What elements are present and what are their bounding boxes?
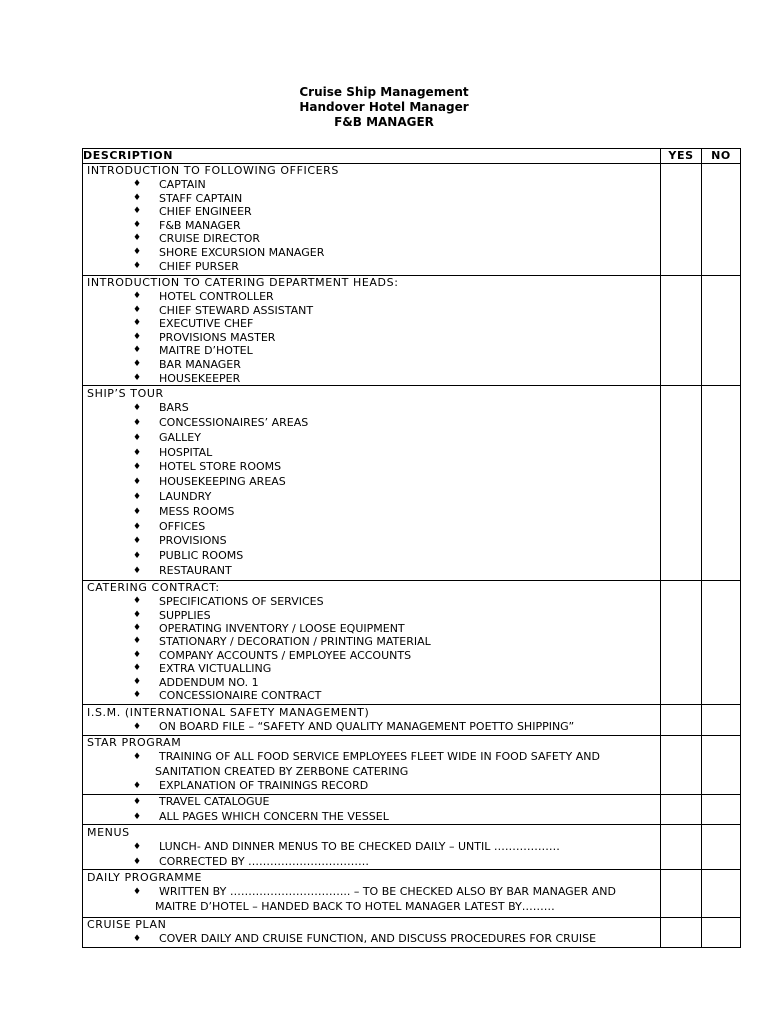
diamond-bullet-icon: ♦	[133, 842, 142, 853]
checklist-item	[83, 344, 660, 358]
checklist-item	[83, 840, 660, 855]
yes-checkbox-cell[interactable]	[661, 795, 702, 825]
checklist-item-text: COMPANY ACCOUNTS / EMPLOYEE ACCOUNTS	[159, 648, 412, 662]
checklist-item	[83, 549, 660, 564]
checklist-item-text: LAUNDRY	[159, 489, 212, 503]
checklist-item	[83, 689, 660, 702]
checklist-item-text: OPERATING INVENTORY / LOOSE EQUIPMENT	[159, 621, 405, 635]
checklist-item-text: SHORE EXCURSION MANAGER	[159, 245, 325, 259]
checklist-item	[83, 676, 660, 689]
section-item-list	[83, 750, 660, 794]
diamond-bullet-icon: ♦	[133, 447, 142, 458]
checklist-item	[83, 609, 660, 622]
section-title: MENUS	[87, 826, 130, 840]
section-title: DAILY PROGRAMME	[87, 871, 203, 885]
checklist-body	[83, 164, 741, 948]
no-checkbox-cell[interactable]	[702, 705, 741, 736]
diamond-bullet-icon: ♦	[133, 491, 142, 502]
section-item-list	[83, 840, 660, 869]
yes-checkbox-cell[interactable]	[661, 581, 702, 705]
checklist-item-text: CONCESSIONAIRES’ AREAS	[159, 415, 309, 429]
diamond-bullet-icon: ♦	[133, 811, 142, 822]
checklist-section-row	[83, 736, 741, 795]
diamond-bullet-icon: ♦	[133, 663, 142, 674]
checklist-item-continuation: MAITRE D’HOTEL – HANDED BACK TO HOTEL MANAGER LATEST BY………	[155, 899, 555, 913]
checklist-section-row	[83, 825, 741, 870]
section-item-list	[83, 290, 660, 385]
diamond-bullet-icon: ♦	[133, 206, 142, 217]
diamond-bullet-icon: ♦	[133, 233, 142, 244]
checklist-item-text: CRUISE DIRECTOR	[159, 232, 261, 246]
checklist-section-row	[83, 386, 741, 581]
checklist-item	[83, 534, 660, 549]
checklist-item-text: EXECUTIVE CHEF	[159, 317, 254, 331]
diamond-bullet-icon: ♦	[133, 887, 142, 898]
diamond-bullet-icon: ♦	[133, 417, 142, 428]
checklist-item	[83, 317, 660, 331]
checklist-item-text: ALL PAGES WHICH CONCERN THE VESSEL	[159, 809, 389, 823]
handover-checklist-table	[82, 148, 741, 948]
diamond-bullet-icon: ♦	[133, 372, 142, 383]
diamond-bullet-icon: ♦	[133, 477, 142, 488]
section-item-list	[83, 178, 660, 273]
section-description-cell	[83, 918, 661, 948]
section-description-cell	[83, 795, 661, 825]
checklist-item-text: F&B MANAGER	[159, 218, 241, 232]
checklist-section-row	[83, 164, 741, 276]
no-column-header: NO	[702, 149, 741, 164]
diamond-bullet-icon: ♦	[133, 636, 142, 647]
title-line-2: Handover Hotel Manager	[299, 100, 469, 114]
diamond-bullet-icon: ♦	[133, 649, 142, 660]
yes-column-header: YES	[661, 149, 702, 164]
section-title: STAR PROGRAM	[87, 736, 182, 750]
checklist-item	[83, 885, 660, 914]
checklist-item	[83, 649, 660, 662]
section-item-list	[83, 795, 660, 824]
checklist-item	[83, 662, 660, 675]
section-item-list	[83, 720, 660, 735]
section-description-cell	[83, 164, 661, 276]
no-checkbox-cell[interactable]	[702, 825, 741, 870]
checklist-item	[83, 260, 660, 274]
diamond-bullet-icon: ♦	[133, 403, 142, 414]
checklist-item	[83, 564, 660, 579]
checklist-item	[83, 520, 660, 535]
checklist-item-text: WRITTEN BY …………………………... – TO BE CHECKED ALSO BY BAR MANAGER AND	[159, 885, 616, 899]
checklist-item	[83, 505, 660, 520]
checklist-item	[83, 460, 660, 475]
yes-checkbox-cell[interactable]	[661, 825, 702, 870]
section-title: CATERING CONTRACT:	[87, 581, 220, 595]
checklist-section-row	[83, 276, 741, 386]
diamond-bullet-icon: ♦	[133, 345, 142, 356]
diamond-bullet-icon: ♦	[133, 318, 142, 329]
table-header-row	[83, 149, 741, 164]
checklist-item-continuation: SANITATION CREATED BY ZERBONE CATERING	[155, 764, 409, 778]
checklist-item-text: BARS	[159, 401, 189, 415]
checklist-item	[83, 635, 660, 648]
checklist-item-text: GALLEY	[159, 430, 201, 444]
diamond-bullet-icon: ♦	[133, 179, 142, 189]
section-description-cell	[83, 825, 661, 870]
checklist-item-text: OFFICES	[159, 519, 206, 533]
checklist-item-text: ADDENDUM NO. 1	[159, 675, 259, 689]
diamond-bullet-icon: ♦	[133, 192, 142, 203]
diamond-bullet-icon: ♦	[133, 752, 142, 763]
checklist-item	[83, 219, 660, 233]
section-title: INTRODUCTION TO CATERING DEPARTMENT HEADS:	[87, 276, 399, 289]
checklist-item-text: CORRECTED BY ……………………………	[159, 854, 370, 868]
no-checkbox-cell[interactable]	[702, 870, 741, 918]
checklist-item	[83, 779, 660, 794]
checklist-item-text: HOUSEKEEPER	[159, 371, 241, 385]
yes-checkbox-cell[interactable]	[661, 276, 702, 386]
checklist-item	[83, 232, 660, 246]
checklist-item-text: CONCESSIONAIRE CONTRACT	[159, 689, 322, 702]
section-description-cell	[83, 870, 661, 918]
checklist-item	[83, 750, 660, 779]
yes-checkbox-cell[interactable]	[661, 870, 702, 918]
checklist-item	[83, 372, 660, 386]
checklist-item	[83, 795, 660, 810]
checklist-section-row	[83, 795, 741, 825]
checklist-item	[83, 475, 660, 490]
checklist-item-text: EXTRA VICTUALLING	[159, 662, 272, 676]
yes-checkbox-cell[interactable]	[661, 164, 702, 276]
diamond-bullet-icon: ♦	[133, 331, 142, 342]
section-item-list	[83, 595, 660, 702]
section-item-list	[83, 885, 660, 914]
yes-checkbox-cell[interactable]	[661, 918, 702, 948]
diamond-bullet-icon: ♦	[133, 551, 142, 562]
diamond-bullet-icon: ♦	[133, 781, 142, 792]
checklist-item-text: ON BOARD FILE – “SAFETY AND QUALITY MANAGEMENT POETTO SHIPPING”	[159, 720, 575, 734]
checklist-item	[83, 595, 660, 608]
checklist-item-text: HOSPITAL	[159, 445, 213, 459]
checklist-section-row	[83, 870, 741, 918]
checklist-item	[83, 192, 660, 206]
no-checkbox-cell[interactable]	[702, 276, 741, 386]
section-description-cell	[83, 736, 661, 795]
checklist-item	[83, 810, 660, 825]
no-checkbox-cell[interactable]	[702, 918, 741, 948]
diamond-bullet-icon: ♦	[133, 565, 142, 576]
checklist-item	[83, 290, 660, 304]
checklist-item-text: HOTEL CONTROLLER	[159, 290, 274, 303]
title-line-3: F&B MANAGER	[334, 115, 434, 129]
no-checkbox-cell[interactable]	[702, 581, 741, 705]
checklist-item-text: RESTAURANT	[159, 563, 232, 577]
checklist-item	[83, 331, 660, 345]
yes-checkbox-cell[interactable]	[661, 386, 702, 581]
checklist-item	[83, 358, 660, 372]
checklist-item	[83, 932, 660, 946]
checklist-item	[83, 446, 660, 461]
checklist-item	[83, 855, 660, 870]
checklist-item-text: LUNCH- AND DINNER MENUS TO BE CHECKED DAILY – UNTIL ………………	[159, 840, 560, 854]
diamond-bullet-icon: ♦	[133, 521, 142, 532]
checklist-item-text: MAITRE D’HOTEL	[159, 344, 253, 358]
checklist-item-text: MESS ROOMS	[159, 504, 235, 518]
description-column-header: DESCRIPTION	[83, 149, 661, 164]
no-checkbox-cell[interactable]	[702, 795, 741, 825]
checklist-item	[83, 622, 660, 635]
section-title: CRUISE PLAN	[87, 918, 167, 932]
checklist-item-text: STATIONARY / DECORATION / PRINTING MATERIAL	[159, 635, 431, 649]
diamond-bullet-icon: ♦	[133, 676, 142, 687]
diamond-bullet-icon: ♦	[133, 260, 142, 271]
section-description-cell	[83, 276, 661, 386]
document-header	[0, 85, 768, 130]
diamond-bullet-icon: ♦	[133, 506, 142, 517]
checklist-item	[83, 720, 660, 735]
checklist-item-text: COVER DAILY AND CRUISE FUNCTION, AND DISCUSS PROCEDURES FOR CRUISE	[159, 932, 597, 946]
diamond-bullet-icon: ♦	[133, 246, 142, 257]
checklist-item-text: CAPTAIN	[159, 178, 206, 191]
diamond-bullet-icon: ♦	[133, 432, 142, 443]
diamond-bullet-icon: ♦	[133, 304, 142, 315]
checklist-item-text: CHIEF PURSER	[159, 259, 239, 273]
checklist-item-text: EXPLANATION OF TRAININGS RECORD	[159, 779, 369, 793]
section-description-cell	[83, 705, 661, 736]
section-title: SHIP’S TOUR	[87, 387, 164, 401]
diamond-bullet-icon: ♦	[133, 722, 142, 733]
diamond-bullet-icon: ♦	[133, 934, 142, 945]
checklist-section-row	[83, 918, 741, 948]
checklist-item	[83, 246, 660, 260]
checklist-item	[83, 490, 660, 505]
checklist-item	[83, 178, 660, 192]
checklist-item-text: PUBLIC ROOMS	[159, 549, 244, 563]
checklist-section-row	[83, 581, 741, 705]
diamond-bullet-icon: ♦	[133, 609, 142, 620]
yes-checkbox-cell[interactable]	[661, 705, 702, 736]
section-title: INTRODUCTION TO FOLLOWING OFFICERS	[87, 164, 340, 177]
section-title: I.S.M. (INTERNATIONAL SAFETY MANAGEMENT)	[87, 706, 370, 720]
diamond-bullet-icon: ♦	[133, 797, 142, 808]
title-line-1: Cruise Ship Management	[299, 85, 469, 99]
checklist-item-text: HOUSEKEEPING AREAS	[159, 475, 286, 489]
checklist-item-text: BAR MANAGER	[159, 357, 241, 371]
checklist-item-text: CHIEF STEWARD ASSISTANT	[159, 303, 314, 317]
diamond-bullet-icon: ♦	[133, 358, 142, 369]
diamond-bullet-icon: ♦	[133, 462, 142, 473]
diamond-bullet-icon: ♦	[133, 219, 142, 230]
diamond-bullet-icon: ♦	[133, 536, 142, 547]
diamond-bullet-icon: ♦	[133, 622, 142, 633]
diamond-bullet-icon: ♦	[133, 856, 142, 867]
no-checkbox-cell[interactable]	[702, 164, 741, 276]
checklist-item-text: STAFF CAPTAIN	[159, 191, 243, 205]
section-description-cell	[83, 386, 661, 581]
checklist-item	[83, 401, 660, 416]
no-checkbox-cell[interactable]	[702, 386, 741, 581]
checklist-item-text: TRAINING OF ALL FOOD SERVICE EMPLOYEES FLEET WIDE IN FOOD SAFETY AND	[159, 750, 600, 764]
checklist-item	[83, 416, 660, 431]
diamond-bullet-icon: ♦	[133, 596, 142, 607]
checklist-item-text: TRAVEL CATALOGUE	[159, 795, 270, 809]
checklist-item-text: PROVISIONS MASTER	[159, 330, 276, 344]
diamond-bullet-icon: ♦	[133, 690, 142, 700]
checklist-item-text: PROVISIONS	[159, 534, 227, 548]
checklist-section-row	[83, 705, 741, 736]
checklist-item-text: SPECIFICATIONS OF SERVICES	[159, 595, 324, 609]
checklist-item	[83, 304, 660, 318]
checklist-item-text: SUPPLIES	[159, 608, 211, 622]
section-item-list	[83, 932, 660, 946]
checklist-item-text: CHIEF ENGINEER	[159, 205, 252, 219]
yes-checkbox-cell[interactable]	[661, 736, 702, 795]
section-item-list	[83, 401, 660, 579]
checklist-item-text: HOTEL STORE ROOMS	[159, 460, 282, 474]
no-checkbox-cell[interactable]	[702, 736, 741, 795]
checklist-item	[83, 431, 660, 446]
checklist-item	[83, 205, 660, 219]
section-description-cell	[83, 581, 661, 705]
diamond-bullet-icon: ♦	[133, 291, 142, 301]
